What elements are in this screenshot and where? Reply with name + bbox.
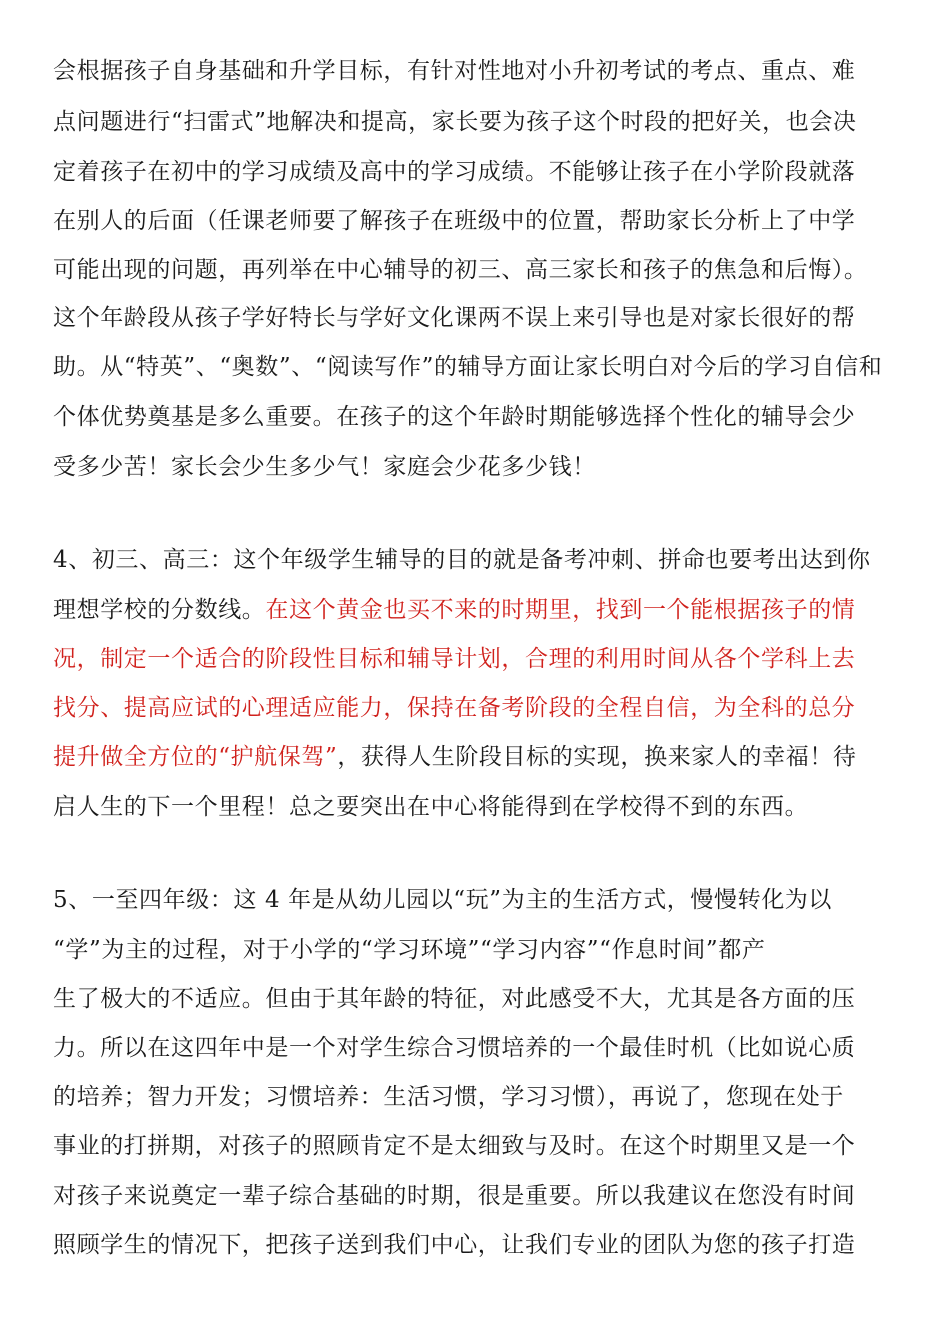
text-line: 照顾学生的情况下，把孩子送到我们中心，让我们专业的团队为您的孩子打造	[53, 1232, 856, 1258]
text-line: 受多少苦！家长会少生多少气！家庭会少花多少钱！	[53, 454, 596, 480]
text-line-highlight-red: 况，制定一个适合的阶段性目标和辅导计划，合理的利用时间从各个学科上去	[53, 646, 856, 672]
text-line: 定着孩子在初中的学习成绩及高中的学习成绩。不能够让孩子在小学阶段就落	[53, 159, 856, 185]
text-line: 启人生的下一个里程！总之要突出在中心将能得到在学校得不到的东西。	[53, 794, 809, 820]
text-line	[53, 594, 855, 626]
text-line: “学”为主的过程，对于小学的“学习环境”“学习内容”“作息时间”都产	[53, 937, 766, 963]
text-line: 点问题进行“扫雷式”地解决和提高，家长要为孩子这个时段的把好关，也会决	[53, 109, 857, 135]
text-line: 这个年龄段从孩子学好特长与学好文化课两不误上来引导也是对家长很好的帮	[53, 305, 856, 331]
text-line: 个体优势奠基是多么重要。在孩子的这个年龄时期能够选择个性化的辅导会少	[53, 404, 856, 430]
text-line: 的培养；智力开发；习惯培养：生活习惯，学习习惯），再说了，您现在处于	[53, 1084, 844, 1110]
text-line: 可能出现的问题，再列举在中心辅导的初三、高三家长和孩子的焦急和后悔）。	[53, 257, 868, 283]
text-highlight-red: 提升做全方位的“护航保驾”	[53, 744, 338, 770]
text-line: 助。从“特英”、“奥数”、“阅读写作”的辅导方面让家长明白对今后的学习自信和	[53, 354, 883, 380]
text-plain: ，获得人生阶段目标的实现，换来家人的幸福！待	[337, 744, 857, 770]
text-plain: 理想学校的分数线。	[53, 597, 266, 623]
text-highlight-red: 在这个黄金也买不来的时期里，找到一个能根据孩子的情	[265, 597, 856, 623]
text-line: 5、一至四年级：这 4 年是从幼儿园以“玩”为主的生活方式，慢慢转化为以	[53, 887, 833, 913]
text-line: 对孩子来说奠定一辈子综合基础的时期，很是重要。所以我建议在您没有时间	[53, 1183, 856, 1209]
text-line: 生了极大的不适应。但由于其年龄的特征，对此感受不大，尤其是各方面的压	[53, 986, 856, 1012]
text-line-highlight-red: 找分、提高应试的心理适应能力，保持在备考阶段的全程自信，为全科的总分	[53, 695, 856, 721]
text-line	[53, 741, 857, 773]
text-line: 力。所以在这四年中是一个对学生综合习惯培养的一个最佳时机（比如说心质	[53, 1035, 856, 1061]
text-line: 会根据孩子自身基础和升学目标，有针对性地对小升初考试的考点、重点、难	[53, 58, 856, 84]
text-line: 事业的打拼期，对孩子的照顾肯定不是太细致与及时。在这个时期里又是一个	[53, 1133, 856, 1159]
text-line: 4、初三、高三：这个年级学生辅导的目的就是备考冲刺、拼命也要考出达到你	[53, 547, 871, 573]
text-line: 在别人的后面（任课老师要了解孩子在班级中的位置，帮助家长分析上了中学	[53, 208, 856, 234]
